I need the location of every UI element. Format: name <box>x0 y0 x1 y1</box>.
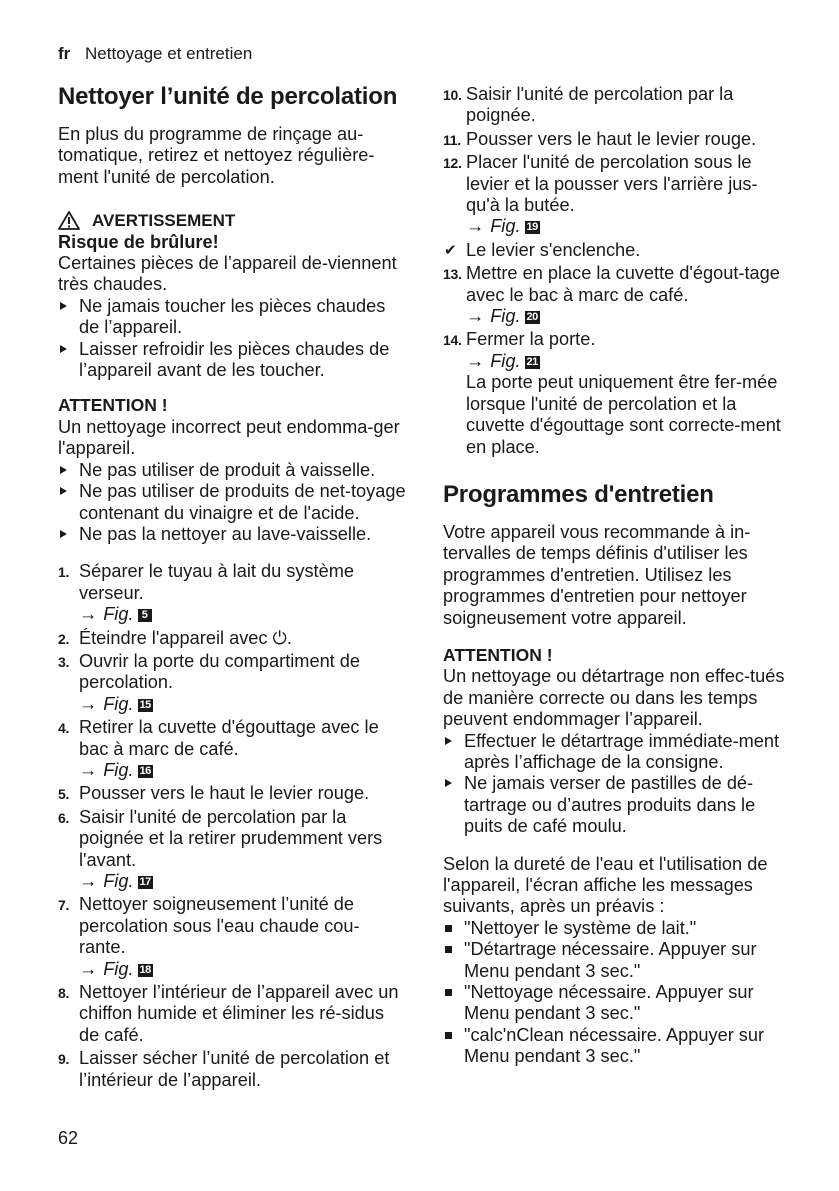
step-item <box>58 783 406 804</box>
step-text: Saisir l'unité de percolation par la poignée. <box>466 84 734 126</box>
left-column <box>58 82 406 1091</box>
list-item: Ne pas la nettoyer au lave-vaisselle. <box>58 524 406 545</box>
arrow-icon: → <box>466 350 485 371</box>
step-text: Laisser sécher l’unité de percolation et l’intérieur de l’appareil. <box>79 1048 390 1090</box>
step-text: Nettoyer l’intérieur de l’appareil avec un chiffon humide et éliminer les ré-sidus de café. <box>79 982 399 1045</box>
attention-label: ATTENTION ! <box>58 395 168 416</box>
figure-number: 5 <box>138 609 152 622</box>
page-number: 62 <box>58 1128 79 1148</box>
warning-label: AVERTISSEMENT <box>92 211 236 231</box>
arrow-icon: → <box>79 604 98 625</box>
step-text: Fermer la porte. <box>466 329 596 350</box>
step-text: Pousser vers le haut le levier rouge. <box>466 128 757 149</box>
figure-reference: → Fig. 16 <box>79 759 151 780</box>
step-number: 6. <box>58 809 70 826</box>
intro-paragraph: En plus du programme de rinçage au-tomatique, retirez et nettoyez régulière-ment l'unité de percolation. <box>58 124 375 187</box>
step-text: Nettoyer soigneusement l’unité de percolation sous l'eau chaude cou-rante. <box>79 894 360 958</box>
figure-number: 21 <box>526 355 538 368</box>
figure-reference: → Fig. 18 <box>79 958 151 979</box>
result-text: Le levier s'enclenche. <box>466 239 641 260</box>
figure-number: 18 <box>139 963 151 976</box>
list-item: Ne pas utiliser de produit à vaisselle. <box>58 460 406 481</box>
attention-label: ATTENTION ! <box>443 644 553 665</box>
figure-number: 19 <box>526 221 538 234</box>
figure-number: 15 <box>139 698 151 711</box>
step-item <box>58 651 406 715</box>
step-item <box>58 894 406 980</box>
figure-reference: → Fig. 21 <box>466 350 538 371</box>
steps-list <box>58 561 406 1091</box>
arrow-icon: → <box>466 216 485 237</box>
step-item <box>443 84 788 127</box>
running-header <box>58 44 252 64</box>
arrow-icon: → <box>79 871 98 891</box>
step-text: Retirer la cuvette d'égouttage avec le bac à marc de café. <box>79 717 379 759</box>
step-number: 1. <box>58 564 70 581</box>
list-item: Ne jamais verser de pastilles de dé-tartrage ou d’autres produits dans le puits de café moulu. <box>443 773 788 837</box>
step-number: 8. <box>58 985 70 1002</box>
checkmark-icon: ✔ <box>444 241 457 259</box>
list-item: "Nettoyage nécessaire. Appuyer sur Menu pendant 3 sec." <box>443 982 788 1025</box>
step-number: 11. <box>443 131 461 148</box>
step-item <box>58 561 406 625</box>
warning-heading <box>58 210 406 231</box>
page-title: Nettoyer l’unité de percolation <box>58 83 398 110</box>
step-text: Mettre en place la cuvette d'égout-tage avec le bac à marc de café. <box>466 263 780 305</box>
step-item <box>443 129 788 150</box>
language-code: fr <box>58 44 71 63</box>
list-item: "Nettoyer le système de lait." <box>443 918 788 939</box>
step-number: 14. <box>443 332 462 349</box>
step-number: 5. <box>58 786 70 803</box>
messages-list <box>443 918 788 1068</box>
step-number: 2. <box>58 630 70 647</box>
arrow-icon: → <box>79 958 98 979</box>
step-number: 12. <box>443 155 462 172</box>
step-item <box>443 152 788 238</box>
steps-list-final <box>443 263 788 458</box>
step-number: 3. <box>58 653 70 670</box>
step-number: 9. <box>58 1051 70 1068</box>
list-item: Ne jamais toucher les pièces chaudes de l’appareil. <box>58 296 406 339</box>
arrow-icon: → <box>79 693 98 714</box>
section-title: Nettoyage et entretien <box>85 44 253 63</box>
figure-number: 16 <box>139 764 151 777</box>
figure-number: 20 <box>526 311 538 324</box>
step-text: Séparer le tuyau à lait du système verseur. <box>79 561 354 603</box>
step-text: Éteindre l'appareil avec ⏻. <box>79 627 292 648</box>
maintenance-intro: Votre appareil vous recommande à in-tervalles de temps définis d'utiliser les programmes d'entretien. Utilisez les programmes d'entretien pour nettoyer soigneusement votre appareil. <box>443 521 751 628</box>
arrow-icon: → <box>466 306 485 327</box>
list-item: Ne pas utiliser de produits de net-toyage contenant du vinaigre et de l'acide. <box>58 481 406 524</box>
list-item: "Détartrage nécessaire. Appuyer sur Menu pendant 3 sec." <box>443 939 788 982</box>
list-item: "calc'nClean nécessaire. Appuyer sur Menu pendant 3 sec." <box>443 1025 788 1068</box>
figure-reference: → Fig. 5 <box>79 604 406 625</box>
warning-list <box>58 296 406 382</box>
figure-reference: → Fig. 15 <box>79 693 151 714</box>
steps-list-continued <box>443 84 788 238</box>
step-text: Pousser vers le haut le levier rouge. <box>79 783 370 804</box>
figure-reference: → Fig. 20 <box>466 306 538 327</box>
result-item <box>443 240 788 261</box>
attention-list <box>58 460 406 546</box>
figure-number: 17 <box>139 876 151 888</box>
list-item: Effectuer le détartrage immédiate-ment après l’affichage de la consigne. <box>443 731 788 774</box>
arrow-icon: → <box>79 759 98 780</box>
step-text: Ouvrir la porte du compartiment de percolation. <box>79 650 361 693</box>
warning-text: Certaines pièces de l’appareil de-viennent très chaudes. <box>58 253 397 295</box>
figure-reference: → Fig. 19 <box>466 216 538 237</box>
step-text: Saisir l'unité de percolation par la poignée et la retirer prudemment vers l'avant. <box>79 806 383 870</box>
attention-text: Un nettoyage ou détartrage non effec-tués de manière correcte ou dans les temps peuvent endommager l’appareil. <box>443 666 785 730</box>
list-item: Laisser refroidir les pièces chaudes de l’appareil avant de les toucher. <box>58 339 406 382</box>
step-item <box>58 628 406 649</box>
step-number: 10. <box>443 87 462 103</box>
section-heading: Programmes d'entretien <box>443 480 714 508</box>
display-messages-intro: Selon la dureté de l'eau et l'utilisation de l'appareil, l'écran affiche les messages suivants, après un préavis : <box>443 853 768 917</box>
step-item <box>58 807 406 893</box>
attention-list <box>443 731 788 838</box>
right-column <box>443 82 788 1068</box>
attention-text: Un nettoyage incorrect peut endomma-ger l'appareil. <box>58 416 400 459</box>
step-note: La porte peut uniquement être fer-mée lorsque l'unité de percolation et la cuvette d'égouttage sont correcte-ment en place. <box>466 372 781 457</box>
step-number: 4. <box>58 720 70 737</box>
step-item <box>443 263 788 327</box>
step-item <box>443 329 788 457</box>
warning-risk: Risque de brûlure! <box>58 231 219 252</box>
figure-reference: → Fig. 17 <box>79 871 151 891</box>
step-text: Placer l'unité de percolation sous le levier et la pousser vers l'arrière jus-qu'à la butée. <box>466 152 758 216</box>
step-number: 7. <box>58 897 70 914</box>
warning-triangle-icon <box>58 211 80 230</box>
step-item <box>58 717 406 781</box>
step-item <box>58 982 406 1046</box>
step-item <box>58 1048 406 1091</box>
step-number: 13. <box>443 266 462 283</box>
